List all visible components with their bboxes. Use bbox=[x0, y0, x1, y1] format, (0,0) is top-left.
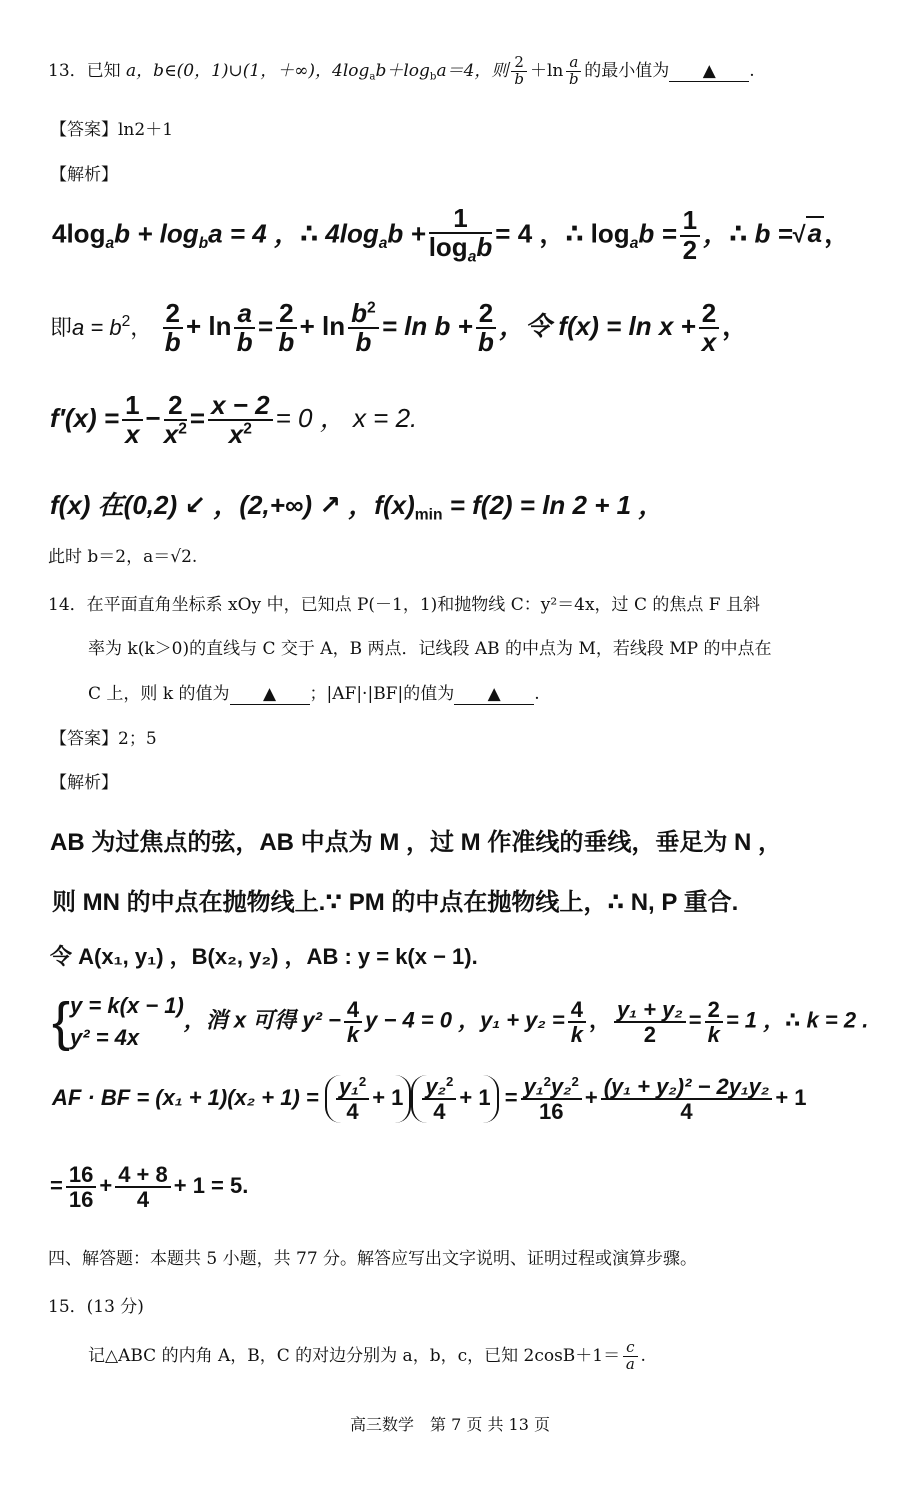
q14-sol-line6: = $\frac{16}{16}$ + $\frac{4 + 8}{4}$ + 1 = 5. bbox=[50, 1162, 249, 1213]
q13-sol-line1: $4\log_ab + \log_ba = 4$ ，∴ $4\log_ab$ + $\frac{1}{\log_ab}$ = 4 ，∴ $\log_ab$ = $\frac{1}{2}$ ，∴ b =√a， bbox=[52, 203, 851, 266]
q14-sol-line3: 令 A(x₁, y₁) ，B(x₂, y₂) ，AB : y = k(x − 1). bbox=[50, 944, 478, 969]
q14-sol-line5: AF · BF = (x₁ + 1)(x₂ + 1) = $\frac{y_1^2}{4}$ + 1 $\frac{y_2^2}{4}$ + 1 = $\frac{y_1^2y_2^2}{16}$ + $\frac{\text{(y₁ + y₂)² − 2y₁y₂}}{4}$ + 1 bbox=[52, 1074, 807, 1125]
q14-sol-line1: AB 为过焦点的弦，AB 中点为 M ，过 M 作准线的垂线，垂足为 N ， bbox=[50, 829, 782, 856]
q14-analysis-label: 【解析】 bbox=[50, 773, 118, 793]
q13-sol-line2: 即$a = b^2$， $\frac{2}{b}$ + ln $\frac{a}{b}$ = $\frac{2}{b}$ + ln $\frac{b^2}{b}$ = ln b + $\frac{2}{b}$ ，令 f(x) = ln x + $\frac{2}{x}$ ， bbox=[50, 298, 749, 358]
q13-sol-line5: 此时 b＝2，a＝√2. bbox=[48, 547, 198, 567]
q14-sol-line2: 则 MN 的中点在抛物线上.∵ PM 的中点在抛物线上，∴ N, P 重合. bbox=[52, 889, 739, 916]
q15-heading: 15．(13 分) bbox=[48, 1297, 144, 1317]
q13-answer: 【答案】ln2＋1 bbox=[50, 120, 174, 140]
q14-blank-2: ▲ bbox=[454, 684, 534, 705]
section-4-heading: 四、解答题：本题共 5 小题，共 77 分。解答应写出文字说明、证明过程或演算步骤。 bbox=[48, 1249, 698, 1269]
q14-stem-2: 率为 k(k＞0)的直线与 C 交于 A，B 两点．记线段 AB 的中点为 M，若线段 MP 的中点在 bbox=[88, 639, 772, 659]
q14-blank-1: ▲ bbox=[230, 684, 310, 705]
q13-stem: 13．已知 a，b∈(0，1)∪(1，＋∞)，$4\log_ab+\log_ba=4$，则 $\frac{2}{b}$ ＋ln $\frac{a}{b}$ 的最小值为 ▲ . bbox=[48, 53, 755, 88]
q15-stem: 记△ABC 的内角 A，B，C 的对边分别为 a，b，c，已知 2cosB＋1＝ $\frac{c}{a}$ . bbox=[88, 1338, 646, 1373]
q14-stem-3: C 上，则 k 的值为 ▲ ；|AF|·|BF|的值为 ▲ . bbox=[88, 684, 540, 704]
q13-analysis-label: 【解析】 bbox=[50, 165, 118, 185]
page-footer: 高三数学 第 7 页 共 13 页 bbox=[350, 1415, 550, 1434]
q13-sol-line4: f(x) 在(0,2) ↙ ，(2,+∞) ↗ ，$f(x)_{min} = f(2) = \ln 2 + 1$ ， bbox=[50, 490, 665, 524]
q14-answer: 【答案】2；5 bbox=[50, 729, 157, 749]
q14-sol-line4: { y = k(x − 1) y² = 4x ，消 x 可得 y² − $\frac{4}{k}$ y − 4 = 0 ，y₁ + y₂ = $\frac{4}{k}$ ， $\frac{\text{y₁ + y₂}}{2}$ = $\frac{2}{k}$ = 1 ，∴ k = 2 . bbox=[52, 991, 869, 1052]
q13-sol-line3: f′(x) = $\frac{1}{x}$ − $\frac{2}{x^2}$ = $\frac{x - 2}{x^2}$ = 0 ， x = 2. bbox=[50, 390, 418, 450]
q14-stem-1: 14．在平面直角坐标系 xOy 中，已知点 P(－1，1)和抛物线 C：y²＝4x，过 C 的焦点 F 且斜 bbox=[48, 595, 760, 615]
q13-blank: ▲ bbox=[669, 61, 749, 82]
